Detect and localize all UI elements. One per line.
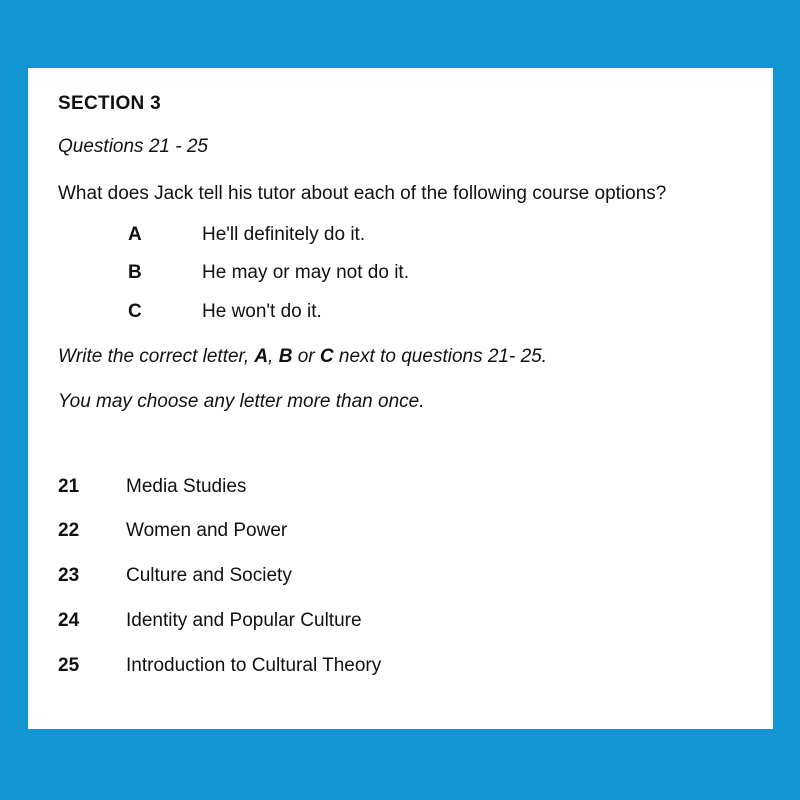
instruction-reuse-letters: You may choose any letter more than once. <box>58 390 425 412</box>
question-number-23: 23 <box>58 565 80 587</box>
question-prompt: What does Jack tell his tutor about each of the following course options? <box>58 182 667 204</box>
exam-question-card <box>28 68 773 729</box>
instruction-letter-a: A <box>254 345 269 367</box>
instruction-letter-c: C <box>319 345 334 367</box>
instruction-text-part2: next to questions 21- 25. <box>338 345 548 367</box>
list-item <box>58 476 743 499</box>
option-row <box>58 224 743 247</box>
question-number-25: 25 <box>58 654 80 676</box>
option-letter-c: C <box>128 301 142 323</box>
option-letter-b: B <box>128 262 142 284</box>
instruction-or: or <box>297 345 315 367</box>
instruction-write-letter <box>58 346 743 369</box>
question-title-21: Media Studies <box>126 475 247 497</box>
instruction-comma: , <box>268 345 274 367</box>
option-row <box>58 301 743 324</box>
question-title-23: Culture and Society <box>126 565 292 587</box>
list-item <box>58 610 743 633</box>
question-number-21: 21 <box>58 475 80 497</box>
list-item <box>58 520 743 543</box>
list-item <box>58 655 743 678</box>
question-title-22: Women and Power <box>126 520 288 542</box>
option-text-c: He won't do it. <box>202 301 322 323</box>
list-item <box>58 565 743 588</box>
numbered-questions-list <box>58 476 743 678</box>
instruction-text-part1: Write the correct letter, <box>58 345 250 367</box>
option-row <box>58 262 743 285</box>
instruction-letter-b: B <box>278 345 293 367</box>
section-heading: SECTION 3 <box>58 93 161 114</box>
answer-options-list <box>58 224 743 324</box>
option-text-b: He may or may not do it. <box>202 262 409 284</box>
option-text-a: He'll definitely do it. <box>202 223 366 245</box>
question-number-24: 24 <box>58 609 80 631</box>
option-letter-a: A <box>128 223 142 245</box>
question-title-25: Introduction to Cultural Theory <box>126 654 382 676</box>
question-title-24: Identity and Popular Culture <box>126 609 362 631</box>
question-number-22: 22 <box>58 520 80 542</box>
questions-range-label: Questions 21 - 25 <box>58 135 208 157</box>
